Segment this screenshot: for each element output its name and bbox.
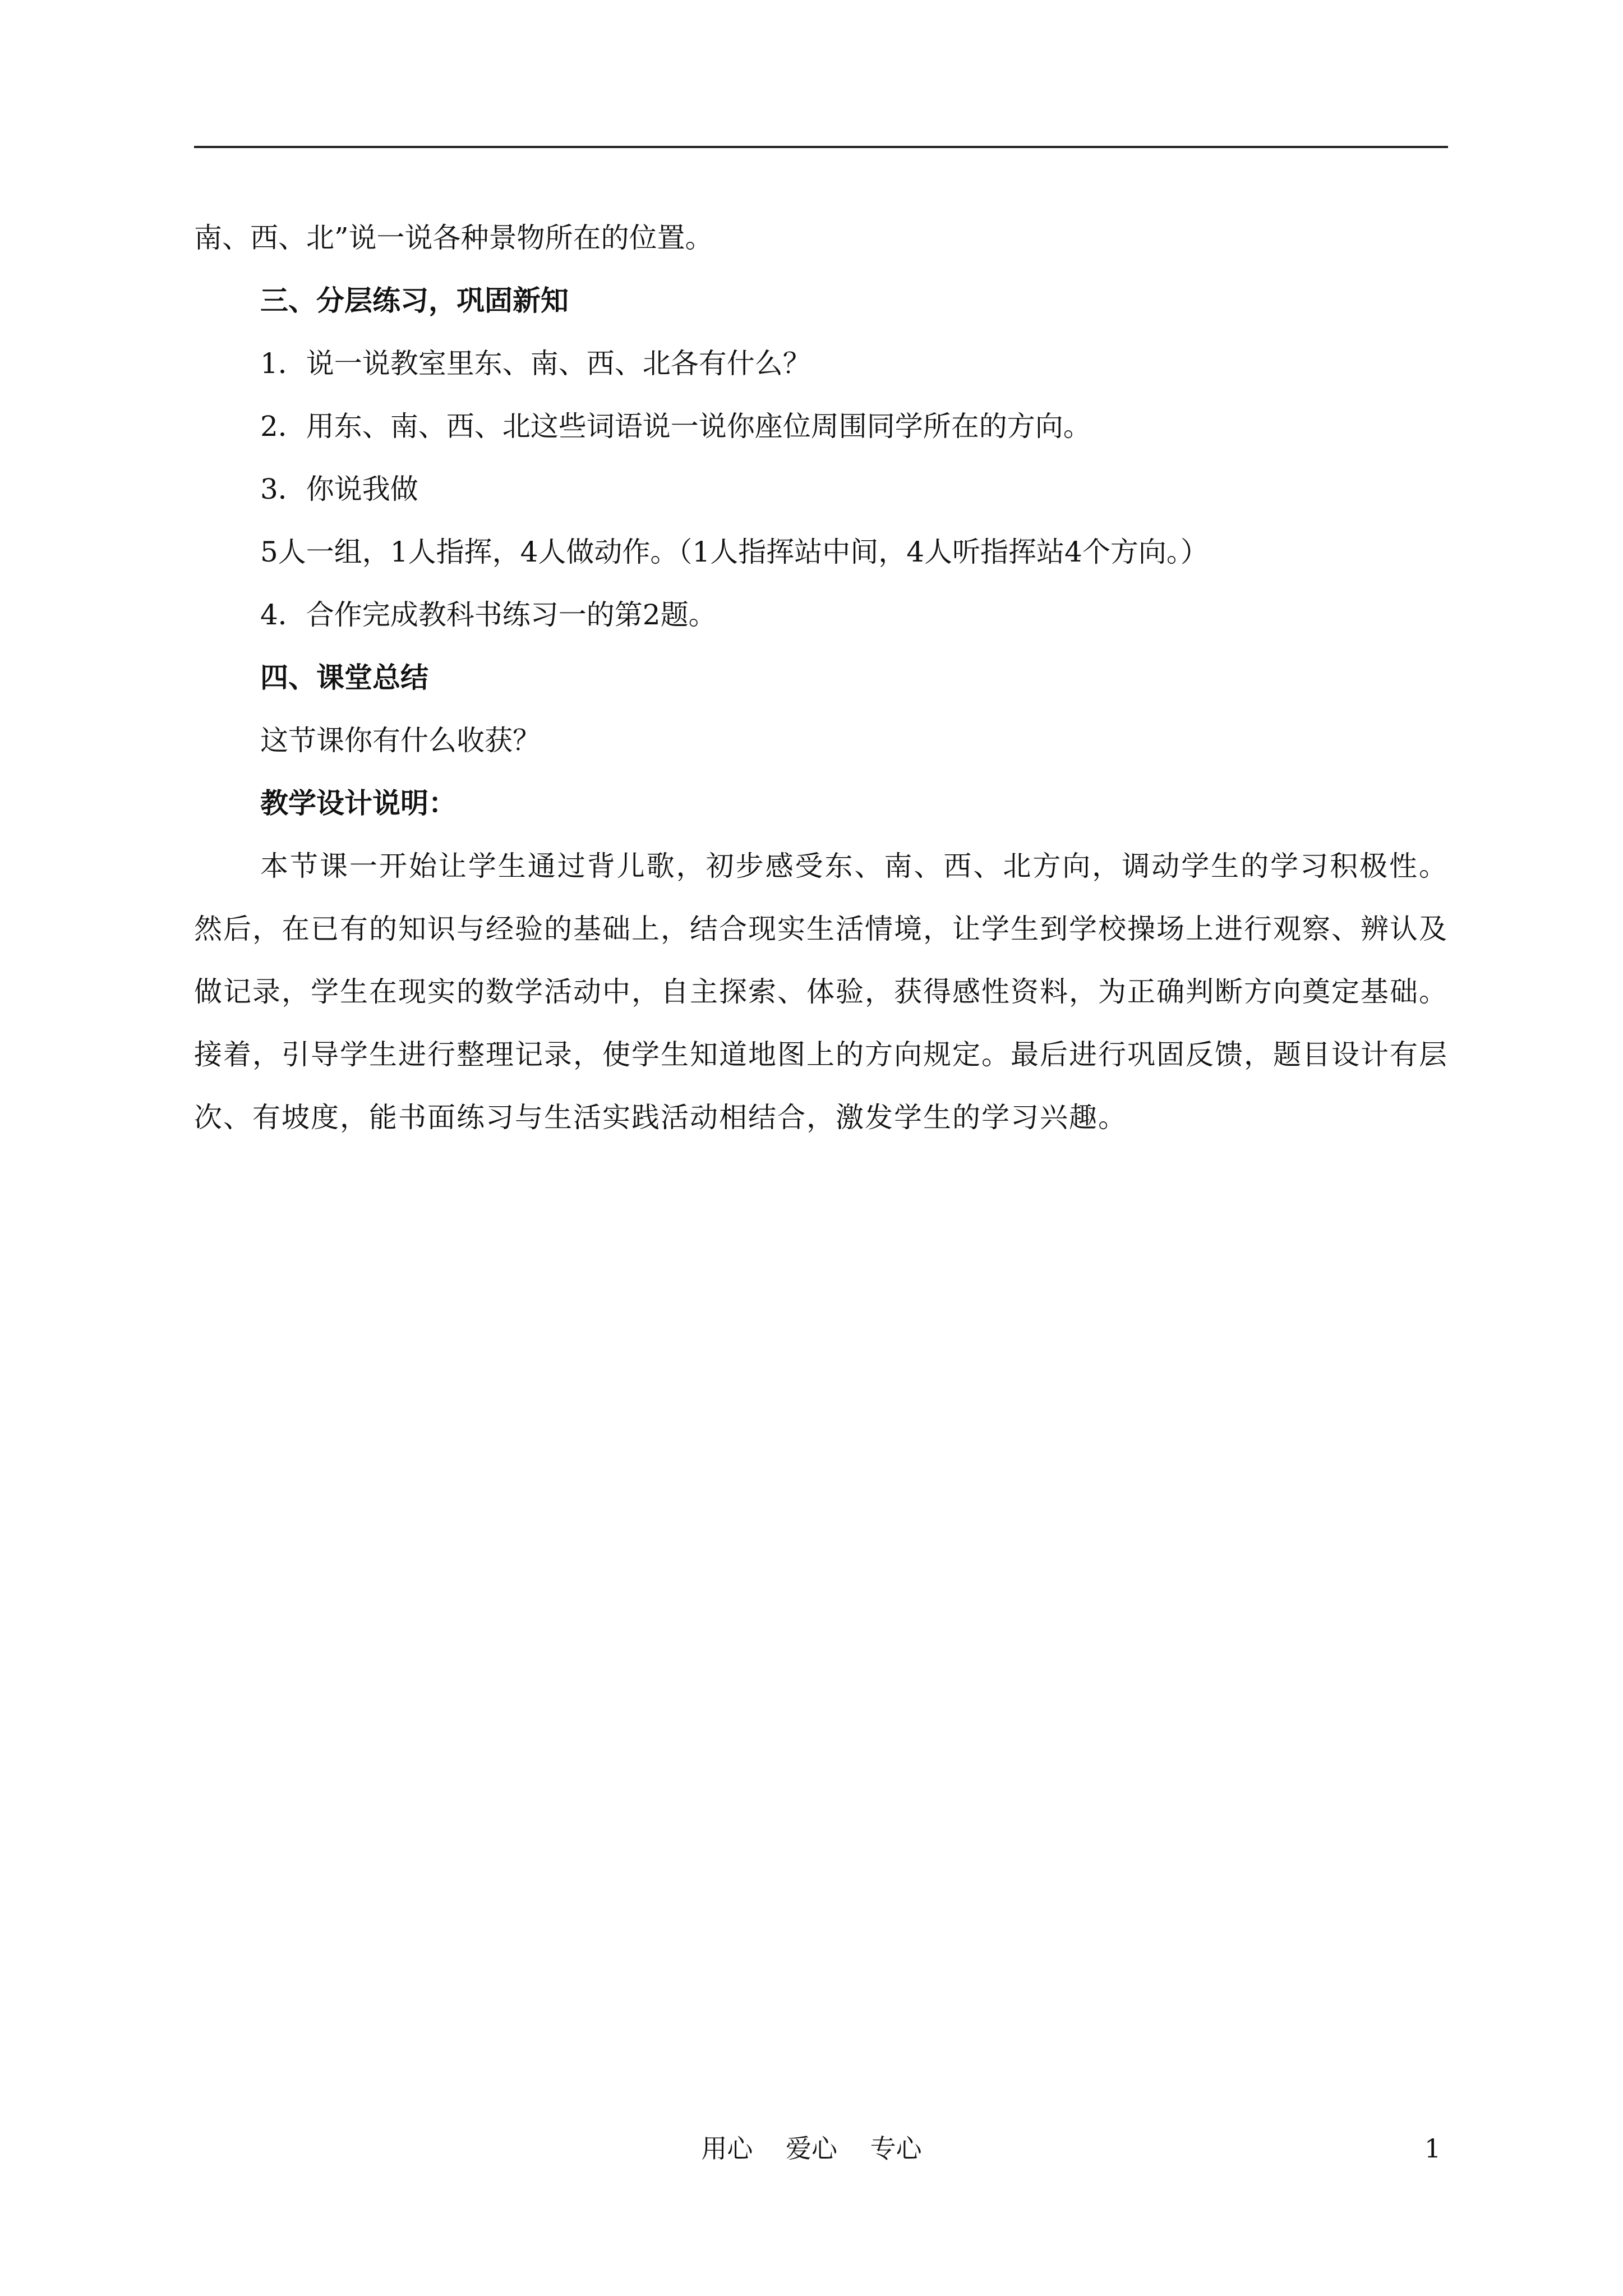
page-number: 1 [1424, 2133, 1441, 2164]
document-body [194, 206, 1448, 1149]
footer-motto-3: 专心 [870, 2133, 922, 2164]
continuation-line: 南、西、北”说一说各种景物所在的位置。 [194, 222, 713, 254]
section-heading-practice: 三、分层练习，巩固新知 [260, 284, 569, 317]
footer-motto [0, 2132, 1623, 2165]
design-notes-paragraph: 本节课一开始让学生通过背儿歌，初步感受东、南、西、北方向，调动学生的学习积极性。然后，在已有的知识与经验的基础上，结合现实生活情境，让学生到学校操场上进行观察、辨认及做记录，学生在现实的数学活动中，自主探索、体验，获得感性资料，为正确判断方向奠定基础。接着，引导学生进行整理记录，使学生知道地图上的方向规定。最后进行巩固反馈，题目设计有层次、有坡度，能书面练习与生活实践活动相结合，激发学生的学习兴趣。 [194, 850, 1448, 1134]
exercise-item-4: 4．合作完成教科书练习一的第2题。 [260, 599, 717, 631]
exercise-item-1: 1．说一说教室里东、南、西、北各有什么？ [260, 347, 811, 380]
design-notes-heading: 教学设计说明： [260, 786, 457, 820]
exercise-item-2: 2．用东、南、西、北这些词语说一说你座位周围同学所在的方向。 [260, 410, 1091, 443]
summary-question: 这节课你有什么收获？ [260, 724, 541, 757]
section-heading-summary: 四、课堂总结 [260, 661, 428, 694]
footer-motto-1: 用心 [701, 2133, 753, 2164]
exercise-item-3-detail: 5人一组，1人指挥，4人做动作。（1人指挥站中间，4人听指挥站4个方向。） [260, 536, 1209, 568]
header-rule [194, 146, 1448, 148]
exercise-item-3: 3．你说我做 [260, 473, 418, 505]
footer-motto-2: 爱心 [786, 2133, 837, 2164]
